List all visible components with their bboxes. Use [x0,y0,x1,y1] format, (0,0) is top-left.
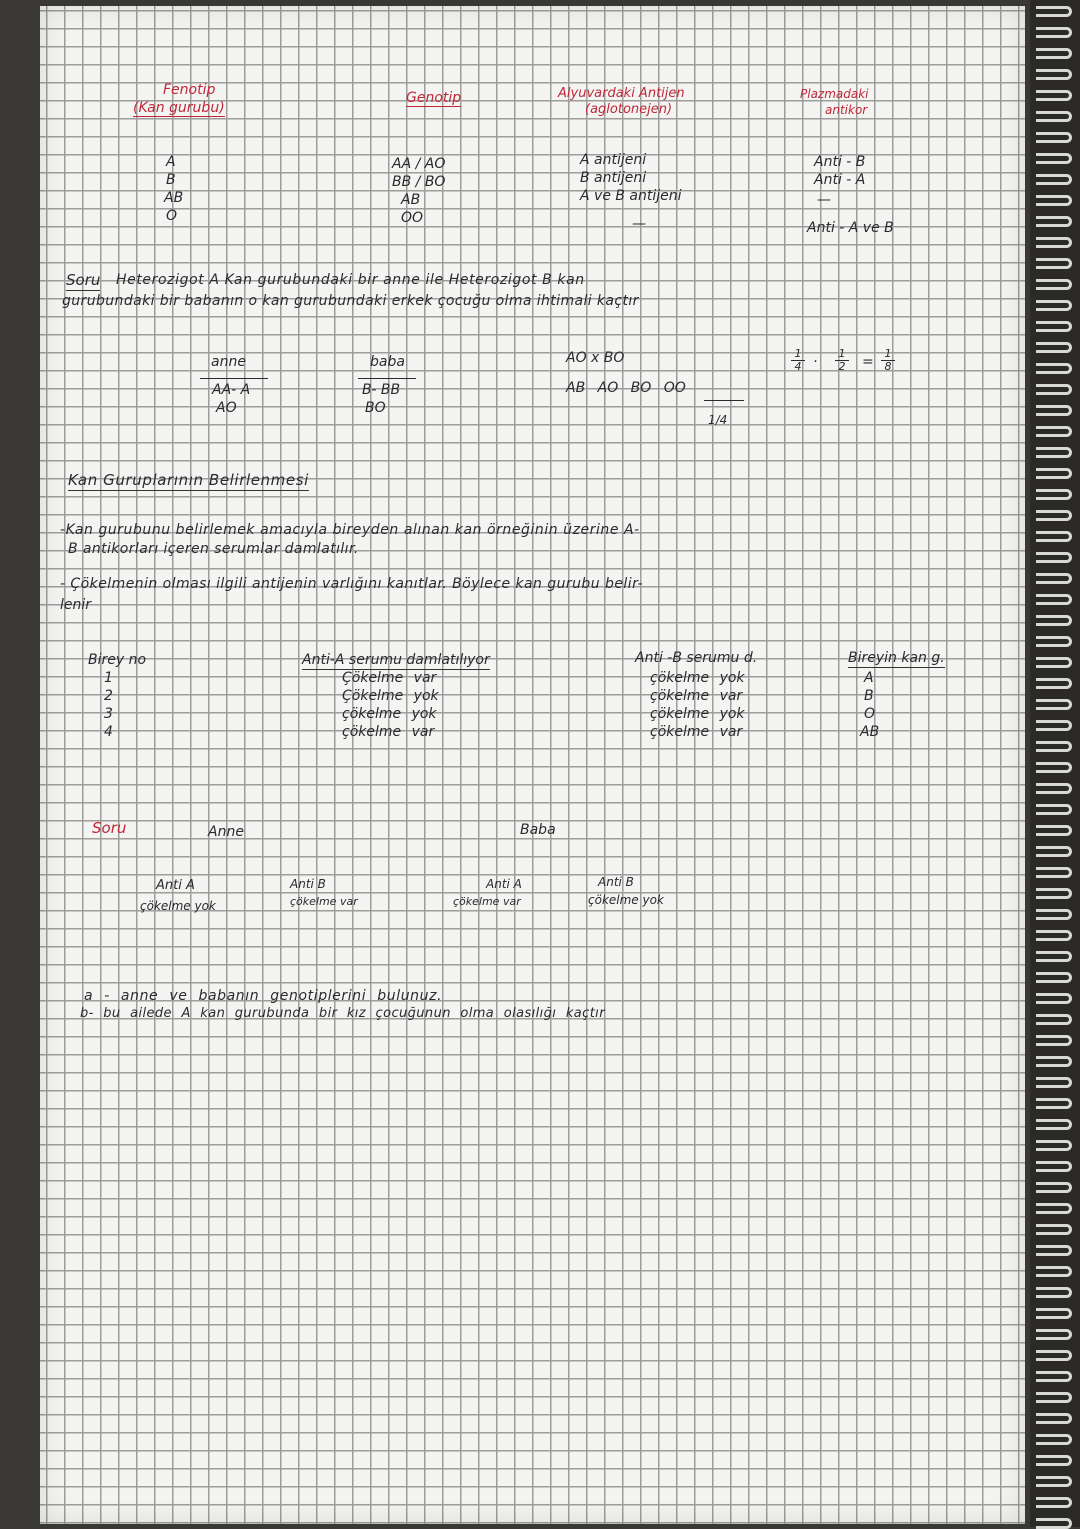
spiral-coil [1036,6,1072,17]
fraction-1-4: $\frac{1}{4}$ [791,348,805,373]
spiral-coil [1036,972,1072,983]
spiral-coil [1036,237,1072,248]
spiral-coil [1036,867,1072,878]
row1-anti-a: Çökelme var [342,670,437,686]
spiral-coil [1036,1056,1072,1067]
row4-genotip: OO [401,210,424,226]
spiral-coil [1036,1413,1072,1424]
spiral-coil [1036,1497,1072,1508]
spiral-coil [1036,1308,1072,1319]
row2-no: 2 [104,688,113,704]
anne-anti-b: Anti B [290,877,326,891]
spiral-coil [1036,699,1072,710]
row3-fenotip: AB [164,190,184,206]
header-genotip: Genotip [406,90,462,106]
baba-genotype-1: B- BB [362,382,401,398]
spiral-coil [1036,174,1072,185]
spiral-coil [1036,846,1072,857]
spiral-coil [1036,930,1072,941]
fraction-1-2: $\frac{1}{2}$ [835,348,849,373]
spiral-coil [1036,1350,1072,1361]
spiral-coil [1036,594,1072,605]
spiral-coil [1036,90,1072,101]
spiral-coil [1036,69,1072,80]
spiral-coil [1036,657,1072,668]
row1-antijen: A antijeni [580,152,647,168]
oo-underline [704,400,744,401]
spiral-coil [1036,279,1072,290]
spiral-coil [1036,636,1072,647]
header-plazma: Plazmadaki [800,87,869,101]
row4-fenotip: O [166,208,178,224]
spiral-coil [1036,510,1072,521]
baba-label: baba [370,354,405,370]
spiral-coil [1036,888,1072,899]
soru2-question-a: a - anne ve babanın genotiplerini bulunuz. [84,988,443,1004]
cross: AO x BO [566,350,625,366]
spiral-coil [1036,1392,1072,1403]
soru2-label: Soru [92,819,127,837]
spiral-coil [1036,1161,1072,1172]
spiral-coil [1036,1434,1072,1445]
section2-title: Kan Guruplarının Belirlenmesi [68,471,309,489]
row3-antikor: — [817,192,831,208]
notebook-page [40,6,1025,1524]
spiral-coil [1036,825,1072,836]
section2-p1-line2: B antikorları içeren serumlar damlatılır. [68,541,359,557]
spiral-coil [1036,111,1072,122]
spiral-coil [1036,1098,1072,1109]
spiral-coil [1036,1014,1072,1025]
row4-anti-a: çökelme var [342,724,435,740]
section2-p2-line1: - Çökelmenin olması ilgili antijenin varlığını kanıtlar. Böylece kan gurubu belir- [60,576,644,592]
row4-antikor: Anti - A ve B [807,220,894,236]
col-kan-g: Bireyin kan g. [848,650,945,666]
anne-genotype-2: AO [216,400,237,416]
spiral-coil [1036,195,1072,206]
spiral-coil [1036,489,1072,500]
spiral-coil [1036,531,1072,542]
row1-kan: A [864,670,874,686]
oo-probability: 1/4 [708,413,728,427]
spiral-coil [1036,363,1072,374]
spiral-coil [1036,909,1072,920]
spiral-coil [1036,1455,1072,1466]
spiral-coil [1036,1371,1072,1382]
baba-anti-b-result: çökelme yok [588,893,664,907]
offspring: AB AO BO OO [566,380,686,396]
spiral-coil [1036,1266,1072,1277]
spiral-coil [1036,1182,1072,1193]
row2-antijen: B antijeni [580,170,647,186]
baba-genotype-2: BO [365,400,386,416]
row1-no: 1 [104,670,113,686]
spiral-coil [1036,552,1072,563]
soru2-baba: Baba [520,822,556,838]
soru1-label: Soru [66,271,101,289]
row2-antikor: Anti - A [814,172,866,188]
row3-antijen: A ve B antijeni [580,188,682,204]
row1-antikor: Anti - B [814,154,866,170]
spiral-coil [1036,405,1072,416]
row2-genotip: BB / BO [392,174,446,190]
spiral-coil [1036,300,1072,311]
spiral-coil [1036,1476,1072,1487]
spiral-coil [1036,615,1072,626]
spiral-coil [1036,720,1072,731]
header-plazma-sub: antikor [825,103,868,117]
anne-label: anne [211,354,246,370]
spiral-coil [1036,1035,1072,1046]
anne-anti-b-result: çökelme var [290,895,358,908]
row1-anti-b: çökelme yok [650,670,745,686]
spiral-coil [1036,426,1072,437]
fraction-1-8: $\frac{1}{8}$ [881,348,895,373]
header-fenotip: Fenotip [163,82,216,98]
spiral-coil [1036,993,1072,1004]
col-birey-no: Birey no [88,652,147,668]
spiral-coil [1036,783,1072,794]
spiral-coil [1036,1203,1072,1214]
spiral-coil [1036,384,1072,395]
spiral-coil [1036,804,1072,815]
baba-anti-b: Anti B [598,875,634,889]
spiral-coil [1036,342,1072,353]
row2-kan: B [864,688,874,704]
baba-anti-a-result: çökelme var [453,895,521,908]
equals-sign: = [862,354,874,370]
spiral-coil [1036,468,1072,479]
header-antijen-sub: (aglotonejen) [585,102,673,117]
col-anti-a: Anti-A serumu damlatılıyor [302,652,490,668]
spiral-coil [1036,321,1072,332]
row4-anti-b: çökelme var [650,724,743,740]
row1-genotip: AA / AO [392,156,446,172]
anne-underline [200,378,268,379]
baba-anti-a: Anti A [486,877,522,891]
soru1-text-line1: Heterozigot A Kan gurubundaki bir anne ile Heterozigot B kan [116,272,585,288]
anne-anti-a-result: çökelme yok [140,899,216,913]
row3-no: 3 [104,706,113,722]
row2-fenotip: B [166,172,176,188]
row3-anti-a: çökelme yok [342,706,437,722]
spiral-coil [1036,1245,1072,1256]
spiral-coil [1036,1329,1072,1340]
spiral-coil [1036,132,1072,143]
spiral-coil [1036,27,1072,38]
row4-kan: AB [860,724,880,740]
spiral-coil [1036,678,1072,689]
anne-anti-a: Anti A [156,878,195,893]
spiral-coil [1036,216,1072,227]
header-antijen: Alyuvardaki Antijen [558,86,685,101]
spiral-coil [1036,1224,1072,1235]
spiral-coil [1036,48,1072,59]
anne-genotype-1: AA- A [212,382,251,398]
row4-no: 4 [104,724,113,740]
spiral-coil [1036,1518,1072,1529]
row4-antijen: — [632,216,646,232]
row2-anti-a: Çökelme yok [342,688,439,704]
spiral-coil [1036,762,1072,773]
baba-underline [358,378,416,379]
spiral-coil [1036,1077,1072,1088]
spiral-coil [1036,951,1072,962]
spiral-coil [1036,258,1072,269]
soru2-question-b: b- bu ailede A kan gurubunda bir kız çocuğunun olma olasılığı kaçtır [80,1006,605,1021]
header-fenotip-sub: (Kan gurubu) [133,100,225,116]
row3-kan: O [864,706,876,722]
col-anti-b: Anti -B serumu d. [635,650,758,666]
spiral-coil [1036,1287,1072,1298]
section2-p1-line1: -Kan gurubunu belirlemek amacıyla bireyden alınan kan örneğinin üzerine A- [60,522,640,538]
spiral-coil [1036,573,1072,584]
spiral-coil [1036,153,1072,164]
section2-p2-line2: lenir [60,597,92,613]
spiral-coil [1036,1140,1072,1151]
row3-anti-b: çökelme yok [650,706,745,722]
spiral-coil [1036,447,1072,458]
spiral-coil [1036,741,1072,752]
soru1-text-line2: gurubundaki bir babanın o kan gurubundaki erkek çocuğu olma ihtimali kaçtır [62,293,639,309]
row3-genotip: AB [401,192,421,208]
multiply-dot: · [813,354,818,370]
row1-fenotip: A [166,154,176,170]
spiral-binding [1030,0,1080,1527]
soru2-anne: Anne [208,824,244,840]
row2-anti-b: çökelme var [650,688,743,704]
spiral-coil [1036,1119,1072,1130]
